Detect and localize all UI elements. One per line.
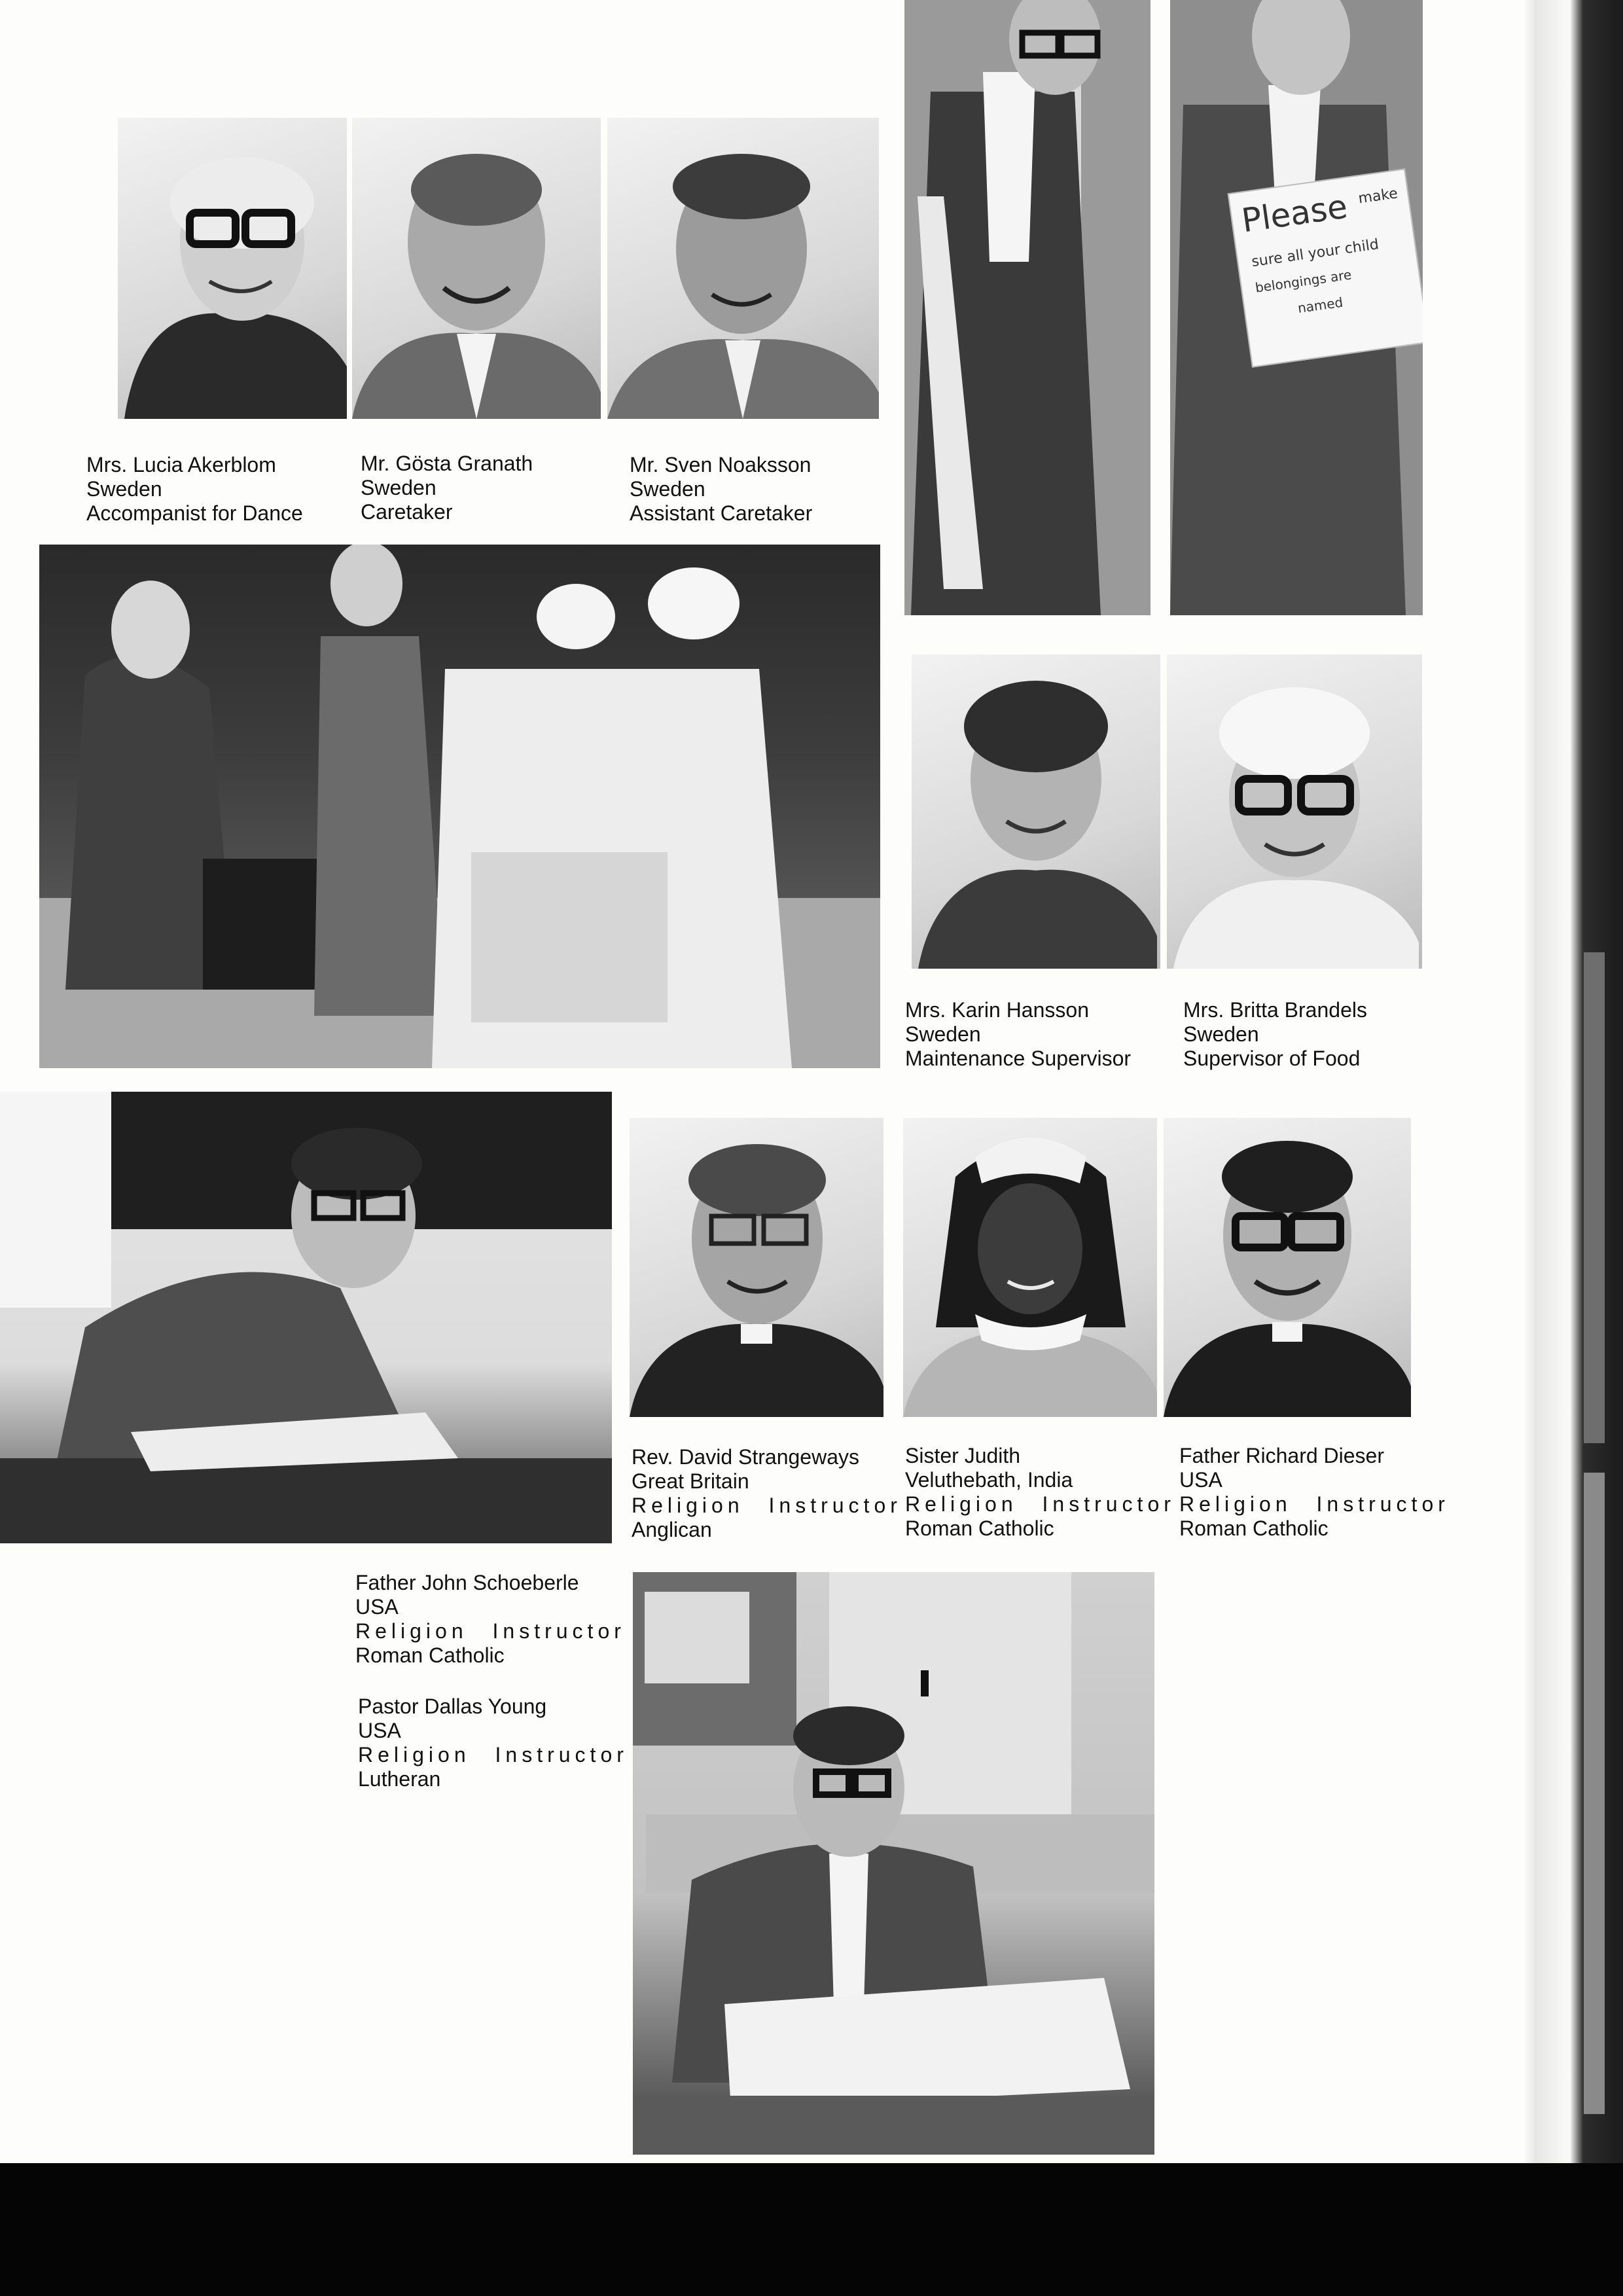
person-country: Sweden: [630, 477, 705, 501]
portrait-illustration: [630, 1118, 883, 1417]
person-name: Mr. Sven Noaksson: [630, 453, 812, 476]
person-country: Sweden: [361, 476, 437, 499]
person-denomination: Roman Catholic: [355, 1643, 505, 1667]
portrait-illustration: [1164, 1118, 1411, 1417]
edge-tab-marker: [1584, 1473, 1605, 2114]
person-denomination: Anglican: [632, 1518, 712, 1541]
person-country: Sweden: [1183, 1022, 1259, 1046]
caretaker-illustration: [904, 0, 1150, 615]
caption-britta-brandels: [1183, 998, 1367, 1071]
person-role: Accompanist for Dance: [86, 501, 303, 525]
caption-john-schoeberle: [355, 1571, 626, 1668]
portrait-illustration: [1167, 655, 1422, 969]
person-country: Great Britain: [632, 1469, 749, 1493]
person-name: Sister Judith: [905, 1444, 1021, 1467]
person-name: Mrs. Britta Brandels: [1183, 998, 1367, 1022]
person-country: USA: [355, 1595, 399, 1619]
portrait-illustration: [118, 118, 347, 419]
photo-sister-judith: [903, 1118, 1157, 1417]
photo-karin-hansson: [912, 655, 1160, 969]
portrait-illustration: [352, 118, 601, 419]
photo-richard-dieser: [1164, 1118, 1411, 1417]
photo-david-strangeways: [630, 1118, 883, 1417]
person-denomination: Roman Catholic: [905, 1516, 1054, 1540]
person-country: USA: [1179, 1468, 1222, 1492]
classroom-illustration: [0, 1092, 612, 1543]
person-name: Mr. Gösta Granath: [361, 452, 533, 475]
portrait-illustration: [903, 1118, 1157, 1417]
caption-sven-noaksson: [630, 453, 812, 526]
person-name: Mrs. Karin Hansson: [905, 998, 1089, 1022]
person-role: Religion Instructor: [355, 1619, 626, 1643]
photo-caretaker-working: [904, 0, 1150, 615]
classroom-illustration: [633, 1572, 1154, 2155]
photo-lucia-akerblom: [118, 118, 347, 419]
photo-sven-noaksson: [607, 118, 879, 419]
person-name: Father Richard Dieser: [1179, 1444, 1384, 1467]
person-name: Rev. David Strangeways: [632, 1445, 859, 1469]
person-role: Assistant Caretaker: [630, 501, 813, 525]
caption-gosta-granath: [361, 452, 533, 524]
person-role: Supervisor of Food: [1183, 1047, 1361, 1070]
person-country: USA: [358, 1719, 401, 1742]
photo-gosta-granath: [352, 118, 601, 419]
person-role: Caretaker: [361, 500, 453, 524]
caption-karin-hansson: [905, 998, 1131, 1071]
photo-priest-at-desk: [0, 1092, 612, 1543]
please-sign: [1228, 168, 1423, 368]
person-denomination: Lutheran: [358, 1767, 441, 1791]
photo-pastor-at-desk: [633, 1572, 1154, 2155]
sign-text: named: [1296, 294, 1344, 317]
portrait-illustration: [607, 118, 879, 419]
scan-bottom-border: [0, 2163, 1623, 2296]
sign-text: sure all your child: [1250, 236, 1380, 271]
caption-david-strangeways: [632, 1445, 902, 1542]
caption-sister-judith: [905, 1444, 1175, 1541]
caption-lucia-akerblom: [86, 453, 303, 526]
person-role: Maintenance Supervisor: [905, 1047, 1132, 1070]
caption-richard-dieser: [1179, 1444, 1450, 1541]
sign-text: belongings are: [1254, 266, 1353, 296]
person-name: Mrs. Lucia Akerblom: [86, 453, 276, 476]
person-denomination: Roman Catholic: [1179, 1516, 1329, 1540]
person-name: Father John Schoeberle: [355, 1571, 579, 1594]
person-role: Religion Instructor: [1179, 1492, 1450, 1516]
edge-tab-marker: [1584, 952, 1605, 1443]
book-edge: [1535, 0, 1623, 2166]
portrait-illustration: [912, 655, 1160, 969]
person-role: Religion Instructor: [632, 1494, 902, 1517]
person-country: Veluthebath, India: [905, 1468, 1073, 1492]
person-role: Religion Instructor: [358, 1743, 628, 1767]
person-role: Religion Instructor: [905, 1492, 1175, 1516]
caption-dallas-young: [358, 1695, 628, 1791]
photo-staff-group: [39, 545, 880, 1068]
photo-caretaker-with-sign: [1170, 0, 1423, 615]
photo-britta-brandels: [1167, 655, 1422, 969]
sign-text: make: [1357, 185, 1399, 207]
group-illustration: [39, 545, 880, 1068]
sign-heading: Please: [1239, 187, 1350, 240]
person-country: Sweden: [86, 477, 162, 501]
person-name: Pastor Dallas Young: [358, 1695, 547, 1718]
person-country: Sweden: [905, 1022, 981, 1046]
